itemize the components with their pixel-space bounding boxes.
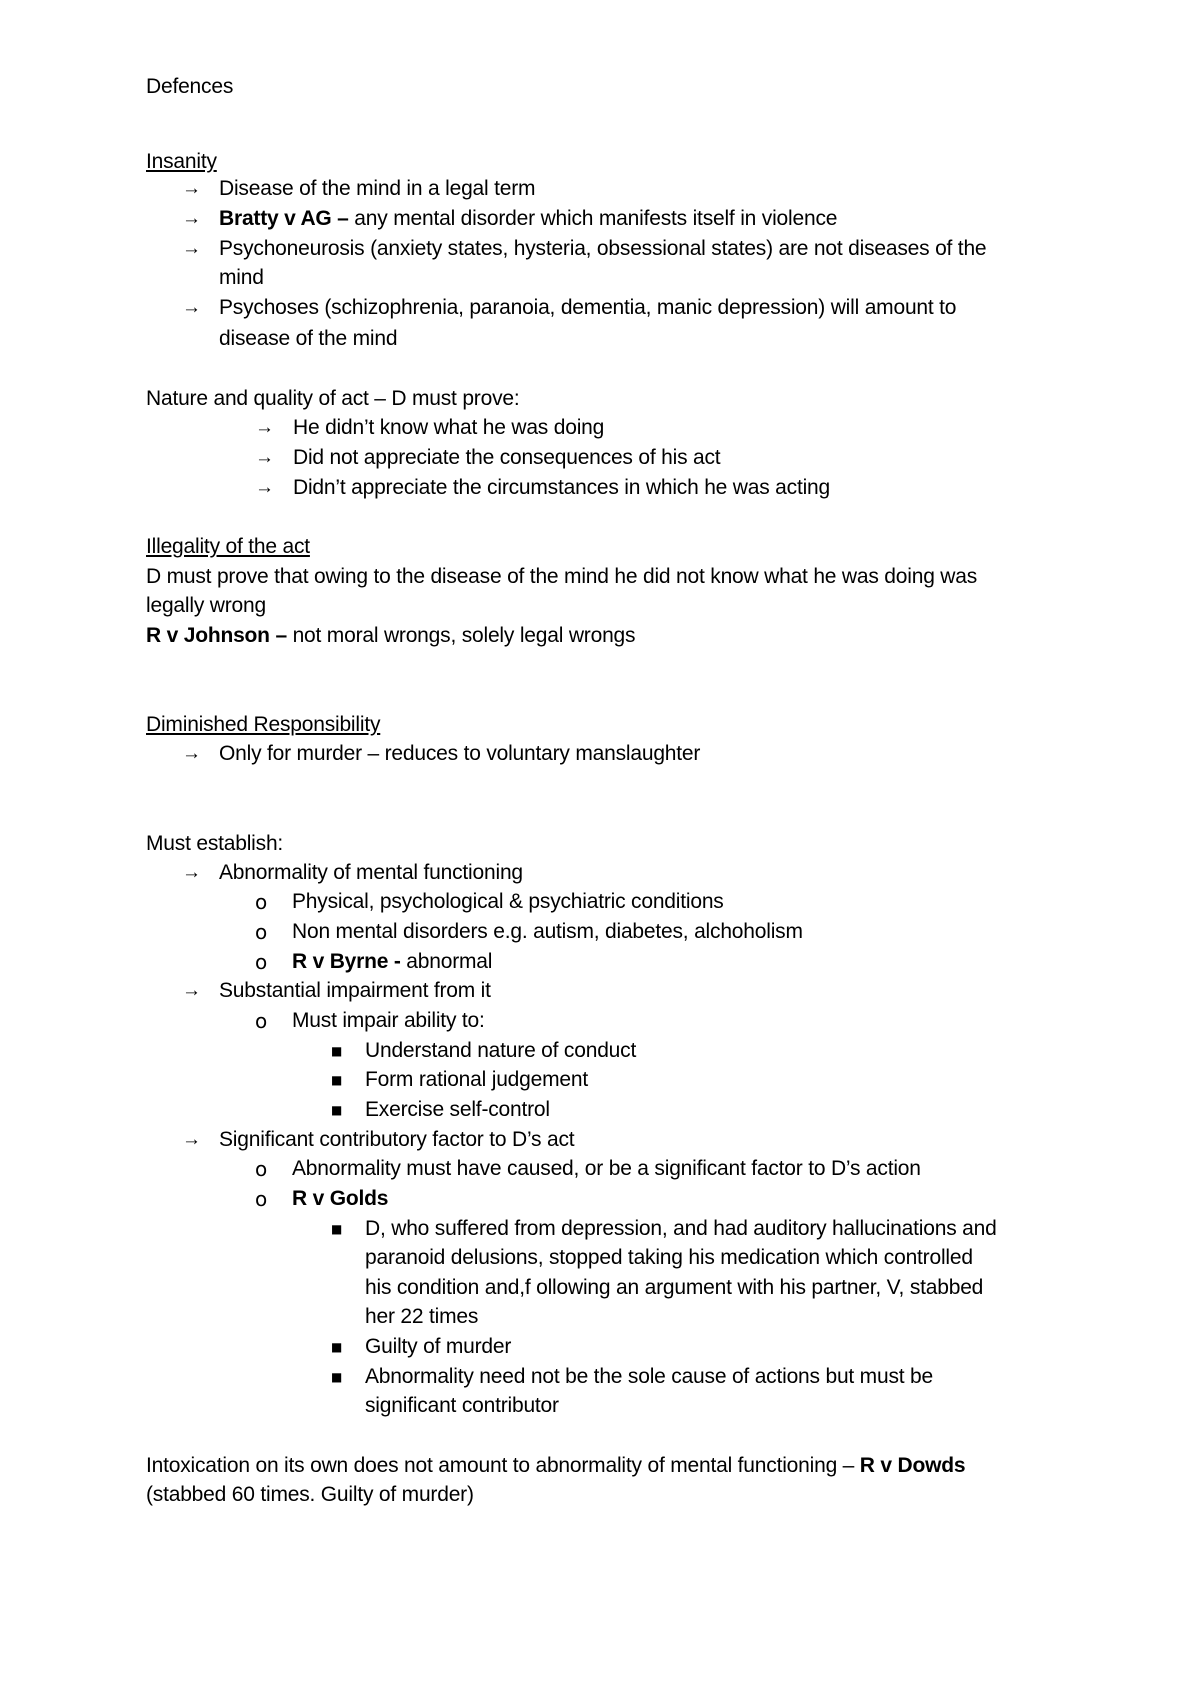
case-name: R v Johnson – [146, 624, 287, 647]
arrow-bullet-icon: → [182, 297, 201, 318]
insanity-item: Psychoses (schizophrenia, paranoia, dementia, manic depression) will amount to [219, 296, 957, 319]
illegality-text: D must prove that owing to the disease of the mind he did not know what he was doing was [146, 565, 978, 588]
arrow-bullet-icon: → [255, 417, 274, 438]
impairment-label: Substantial impairment from it [219, 979, 491, 1002]
insanity-item: Disease of the mind in a legal term [219, 177, 536, 200]
insanity-item: Psychoneurosis (anxiety states, hysteria, obsessional states) are not diseases of the [219, 237, 987, 260]
golds-facts-continued: paranoid delusions, stopped taking his medication which controlled [365, 1246, 973, 1269]
golds-facts-continued: his condition and,f ollowing an argument with his partner, V, stabbed [365, 1276, 984, 1299]
circle-bullet-icon: o [255, 1157, 268, 1181]
arrow-bullet-icon: → [255, 447, 274, 468]
arrow-bullet-icon: → [255, 477, 274, 498]
insanity-item-continued: mind [219, 266, 264, 289]
abnormality-sub-item: Physical, psychological & psychiatric conditions [292, 890, 724, 913]
square-bullet-icon: ■ [331, 1370, 343, 1384]
nature-quality-intro: Nature and quality of act – D must prove: [146, 387, 520, 410]
diminished-heading: Diminished Responsibility [146, 713, 381, 736]
case-name: Bratty v AG – [219, 207, 349, 230]
arrow-bullet-icon: → [182, 980, 201, 1001]
circle-bullet-icon: o [255, 1187, 268, 1211]
ability-item: Form rational judgement [365, 1068, 589, 1091]
insanity-item-continued: disease of the mind [219, 327, 398, 350]
arrow-bullet-icon: → [182, 1129, 201, 1150]
must-establish-intro: Must establish: [146, 832, 284, 855]
circle-bullet-icon: o [255, 950, 268, 974]
square-bullet-icon: ■ [331, 1222, 343, 1236]
arrow-bullet-icon: → [182, 238, 201, 259]
intoxication-text-continued: (stabbed 60 times. Guilty of murder) [146, 1483, 474, 1506]
golds-verdict: Guilty of murder [365, 1335, 512, 1358]
illegality-case: R v Johnson – not moral wrongs, solely legal wrongs [146, 624, 636, 647]
abnormality-case: R v Byrne - abnormal [292, 950, 493, 973]
arrow-bullet-icon: → [182, 208, 201, 229]
ability-item: Understand nature of conduct [365, 1039, 637, 1062]
case-name: R v Golds [292, 1187, 389, 1210]
nature-quality-item: Didn’t appreciate the circumstances in which he was acting [293, 476, 831, 499]
insanity-heading: Insanity [146, 150, 217, 173]
illegality-text-continued: legally wrong [146, 594, 266, 617]
arrow-bullet-icon: → [182, 178, 201, 199]
document-title: Defences [146, 75, 234, 98]
insanity-item: Bratty v AG – any mental disorder which manifests itself in violence [219, 207, 838, 230]
abnormality-sub-item: Non mental disorders e.g. autism, diabetes, alchoholism [292, 920, 803, 943]
nature-quality-item: He didn’t know what he was doing [293, 416, 605, 439]
case-name: R v Byrne - [292, 950, 401, 973]
arrow-bullet-icon: → [182, 743, 201, 764]
arrow-bullet-icon: → [182, 862, 201, 883]
square-bullet-icon: ■ [331, 1340, 343, 1354]
ability-item: Exercise self-control [365, 1098, 550, 1121]
illegality-heading: Illegality of the act [146, 535, 310, 558]
nature-quality-item: Did not appreciate the consequences of his act [293, 446, 721, 469]
golds-facts-continued: her 22 times [365, 1305, 479, 1328]
square-bullet-icon: ■ [331, 1103, 343, 1117]
abnormality-label: Abnormality of mental functioning [219, 861, 523, 884]
circle-bullet-icon: o [255, 1009, 268, 1033]
contributory-label: Significant contributory factor to D’s act [219, 1128, 575, 1151]
square-bullet-icon: ■ [331, 1044, 343, 1058]
impairment-sub-item: Must impair ability to: [292, 1009, 485, 1032]
intoxication-text: Intoxication on its own does not amount to abnormality of mental functioning – R v Dowds [146, 1454, 966, 1477]
diminished-item: Only for murder – reduces to voluntary manslaughter [219, 742, 701, 765]
golds-principle: Abnormality need not be the sole cause of actions but must be [365, 1365, 933, 1388]
circle-bullet-icon: o [255, 920, 268, 944]
circle-bullet-icon: o [255, 890, 268, 914]
case-name: R v Dowds [854, 1454, 966, 1477]
square-bullet-icon: ■ [331, 1073, 343, 1087]
contributory-sub-item: Abnormality must have caused, or be a significant factor to D’s action [292, 1157, 921, 1180]
golds-facts: D, who suffered from depression, and had auditory hallucinations and [365, 1217, 997, 1240]
golds-principle-continued: significant contributor [365, 1394, 559, 1417]
